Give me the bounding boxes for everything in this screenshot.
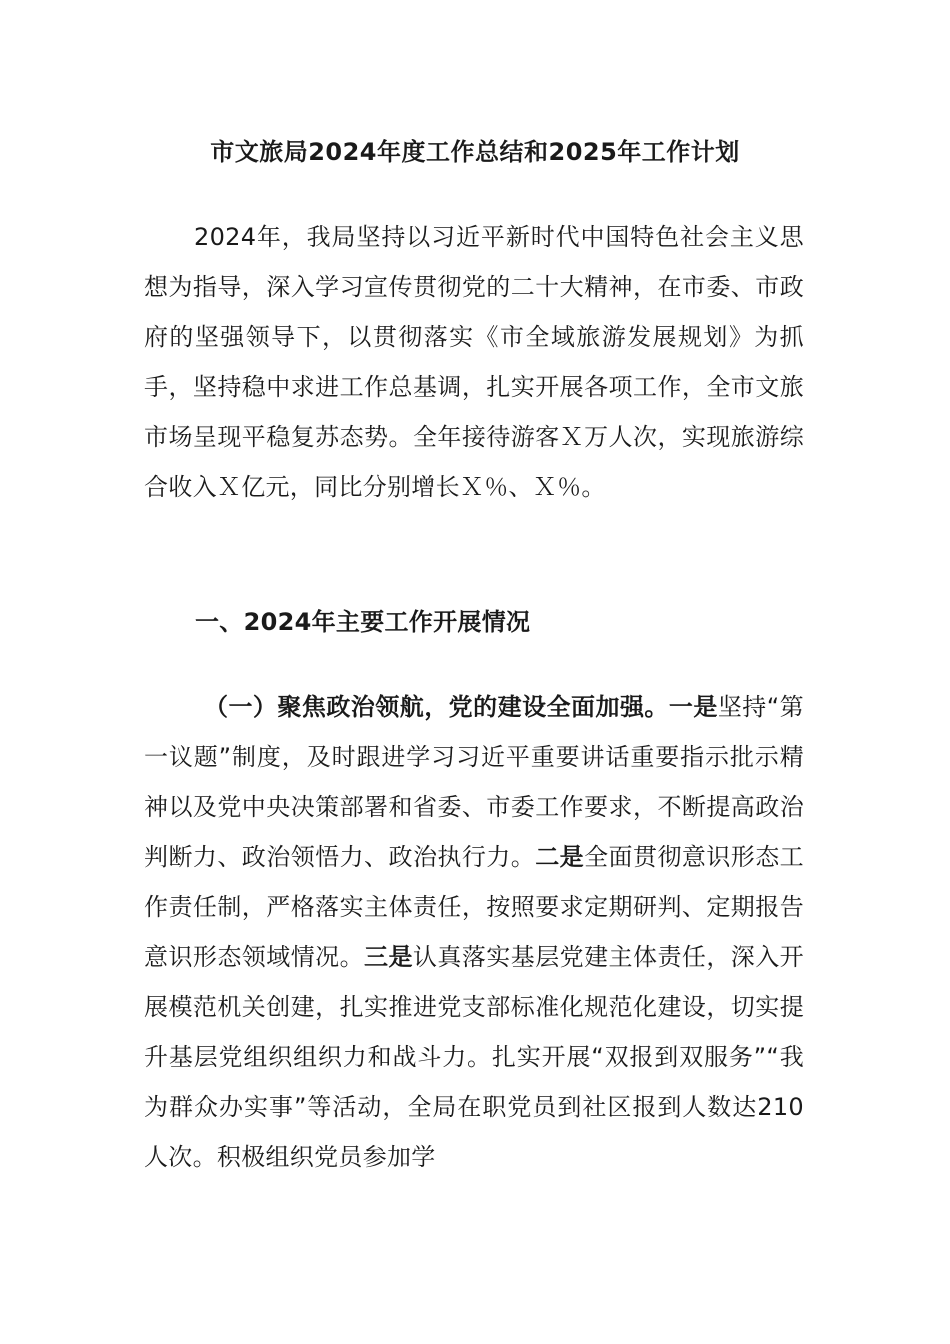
point-text-3: 认真落实基层党建主体责任，深入开展模范机关创建，扎实推进党支部标准化规范化建设，切实提升基层党组织组织力和战斗力。扎实开展“双报到双服务”“我为群众办实事”等活动，全局在职党员到社区报到人数达210人次。积极组织党员参加学 bbox=[144, 943, 804, 1171]
document-title: 市文旅局2024年度工作总结和2025年工作计划 bbox=[210, 138, 740, 166]
section-1-lead: （一）聚焦政治领航，党的建设全面加强。 bbox=[204, 693, 669, 721]
point-text-1: 坚持“第一议题”制度，及时跟进学习习近平重要讲话重要指示批示精神以及党中央决策部署和省委、市委工作要求，不断提高政治判断力、政治领悟力、政治执行力。 bbox=[144, 693, 805, 871]
point-text-2: 全面贯彻意识形态工作责任制，严格落实主体责任，按照要求定期研判、定期报告意识形态领域情况。 bbox=[144, 843, 804, 971]
point-marker-2: 二是 bbox=[535, 843, 585, 871]
section-heading-1: 一、2024年主要工作开展情况 bbox=[195, 608, 531, 636]
point-marker-3: 三是 bbox=[364, 943, 413, 971]
point-marker-1: 一是 bbox=[668, 693, 718, 721]
intro-paragraph: 2024年，我局坚持以习近平新时代中国特色社会主义思想为指导，深入学习宣传贯彻党的二十大精神，在市委、市政府的坚强领导下，以贯彻落实《市全域旅游发展规划》为抓手，坚持稳中求进工作总基调，扎实开展各项工作，全市文旅市场呈现平稳复苏态势。全年接待游客Ｘ万人次，实现旅游综合收入Ｘ亿元，同比分别增长Ｘ％、Ｘ％。 bbox=[144, 223, 804, 501]
section-1-paragraph bbox=[144, 682, 804, 1182]
